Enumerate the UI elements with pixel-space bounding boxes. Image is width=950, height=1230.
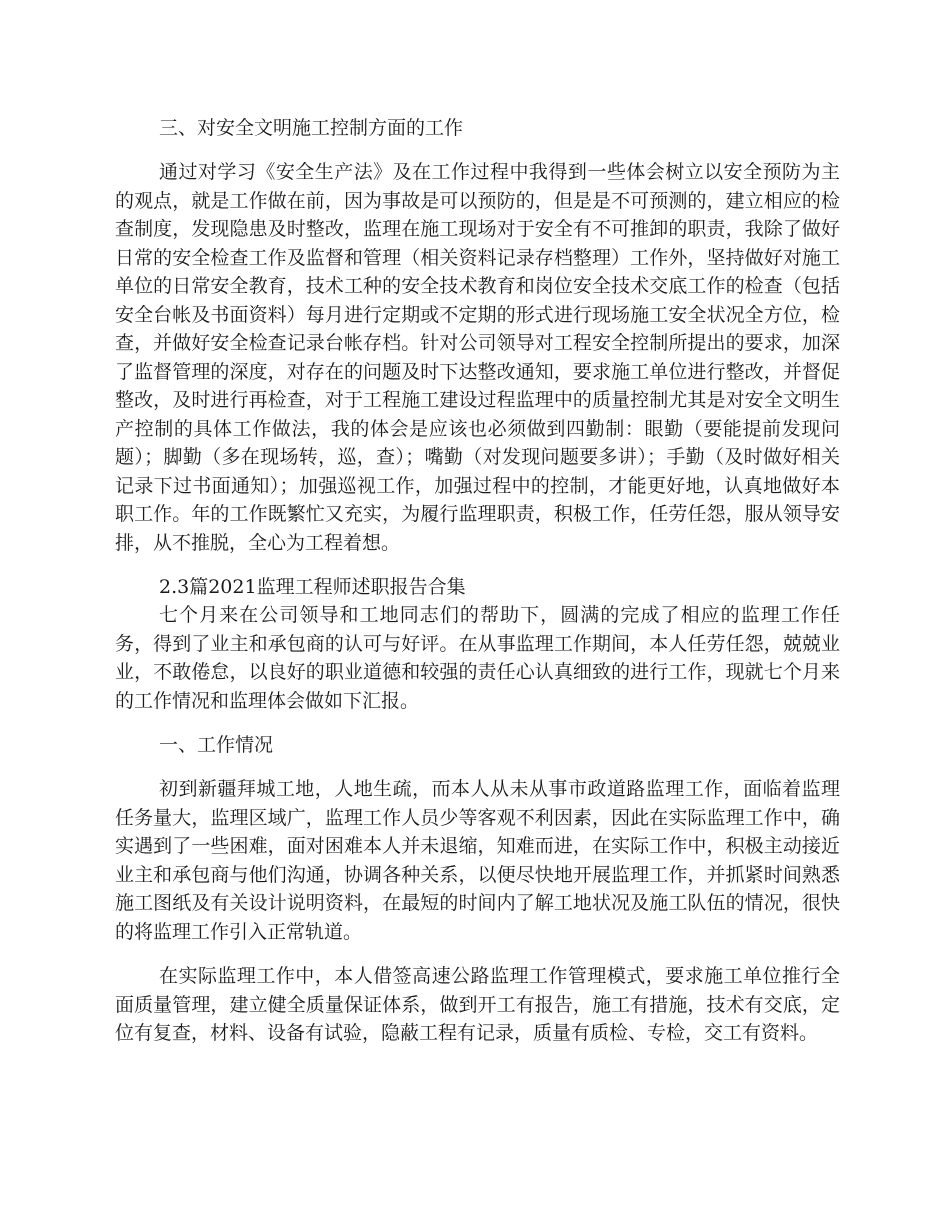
section-heading-report: 2.3篇2021监理工程师述职报告合集: [159, 576, 466, 598]
paragraph-work-1: 初到新疆拜城工地，人地生疏，而本人从未从事市政道路监理工作，面临着监理任务量大，监理区域广，监理工作人员少等客观不利因素，因此在实际监理工作中，确实遇到了一些困难，面对困难本人并未退缩，知难而进，在实际工作中，积极主动接近业主和承包商与他们沟通，协调各种关系，以便尽快地开展监理工作，并抓紧时间熟悉施工图纸及有关设计说明资料，在最短的时间内了解工地状况及施工队伍的情况，很快的将监理工作引入正常轨道。: [115, 778, 840, 943]
paragraph-safety: 通过对学习《安全生产法》及在工作过程中我得到一些体会树立以安全预防为主的观点，就是工作做在前，因为事故是可以预防的，但是是不可预测的，建立相应的检查制度，发现隐患及时整改，监理在施工现场对于安全有不可推卸的职责，我除了做好日常的安全检查工作及监督和管理（相关资料记录存档整理）工作外，坚持做好对施工单位的日常安全教育，技术工种的安全技术教育和岗位安全技术交底工作的检查（包括安全台帐及书面资料）每月进行定期或不定期的形式进行现场施工安全状况全方位，检查，并做好安全检查记录台帐存档。针对公司领导对工程安全控制所提出的要求，加深了监督管理的深度，对存在的问题及时下达整改通知，要求施工单位进行整改，并督促整改，及时进行再检查，对于工程施工建设过程监理中的质量控制尤其是对安全文明生产控制的具体工作做法，我的体会是应该也必须做到四勤制：眼勤（要能提前发现问题）；脚勤（多在现场转，巡，查）；嘴勤（对发现问题要多讲）；手勤（及时做好相关记录下过书面通知）；加强巡视工作，加强过程中的控制，才能更好地，认真地做好本职工作。年的工作既繁忙又充实，为履行监理职责，积极工作，任劳任怨，服从领导安排，从不推脱，全心为工程着想。: [115, 161, 840, 554]
paragraph-work-2: 在实际监理工作中，本人借签高速公路监理工作管理模式，要求施工单位推行全面质量管理，建立健全质量保证体系，做到开工有报告，施工有措施，技术有交底，定位有复查，材料、设备有试验，隐蔽工程有记录，质量有质检、专检，交工有资料。: [115, 965, 840, 1044]
paragraph-report-intro: 七个月来在公司领导和工地同志们的帮助下，圆满的完成了相应的监理工作任务，得到了业主和承包商的认可与好评。在从事监理工作期间，本人任劳任怨，兢兢业业，不敢倦怠，以良好的职业道德和较强的责任心认真细致的进行工作，现就七个月来的工作情况和监理体会做如下汇报。: [115, 604, 840, 712]
section-heading-work: 一、工作情况: [159, 734, 274, 756]
section-heading-safety: 三、对安全文明施工控制方面的工作: [159, 117, 464, 139]
document-body: [115, 114, 840, 1048]
